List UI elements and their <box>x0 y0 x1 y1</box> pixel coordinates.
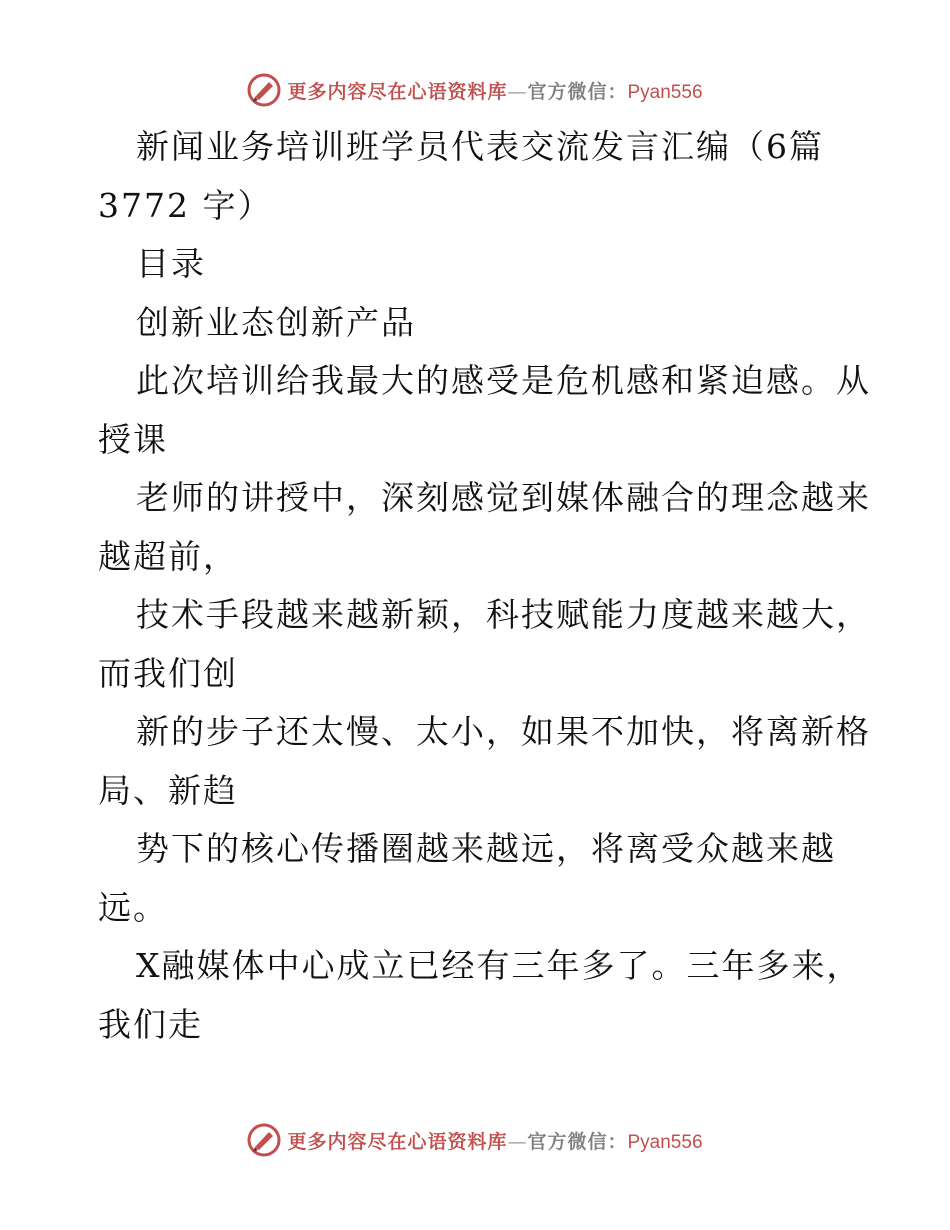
text-line: 3772 字） <box>98 185 273 225</box>
text-line: 新的步子还太慢、太小，如果不加快，将离新格 <box>136 712 871 751</box>
header-banner <box>0 70 950 110</box>
text-line: X融媒体中心成立已经有三年多了。三年多来， <box>136 946 862 985</box>
banner-wechat-id: Pyan556 <box>627 81 703 103</box>
banner-text <box>287 1127 702 1154</box>
text-line: 局、新趋 <box>98 770 238 810</box>
banner-text <box>287 77 702 104</box>
text-line: 目录 <box>136 244 206 283</box>
text-line: 技术手段越来越新颖，科技赋能力度越来越大， <box>136 595 871 634</box>
banner-wechat-label: 官方微信： <box>527 1130 628 1153</box>
footer-banner <box>0 1120 950 1160</box>
text-line: 此次培训给我最大的感受是危机感和紧迫感。从 <box>136 361 871 400</box>
pen-logo-icon <box>247 73 281 107</box>
banner-main-text: 更多内容尽在心语资料库 <box>287 80 508 103</box>
text-line: 新闻业务培训班学员代表交流发言汇编（6篇 <box>136 127 824 166</box>
banner-wechat-id: Pyan556 <box>627 1131 703 1153</box>
text-line: 创新业态创新产品 <box>136 302 416 342</box>
banner-dash: — <box>507 1130 528 1153</box>
document-body <box>98 118 871 1054</box>
text-line: 远。 <box>98 887 168 927</box>
banner-main-text: 更多内容尽在心语资料库 <box>287 1130 508 1153</box>
text-line: 而我们创 <box>98 653 238 693</box>
text-line: 势下的核心传播圈越来越远，将离受众越来越 <box>136 829 836 868</box>
text-line: 我们走 <box>98 1004 203 1044</box>
banner-wechat-label: 官方微信： <box>527 80 628 103</box>
banner-dash: — <box>507 80 528 103</box>
text-line: 老师的讲授中，深刻感觉到媒体融合的理念越来 <box>136 478 871 517</box>
pen-logo-icon <box>247 1123 281 1157</box>
text-line: 越超前， <box>98 536 238 576</box>
text-line: 授课 <box>98 419 168 459</box>
